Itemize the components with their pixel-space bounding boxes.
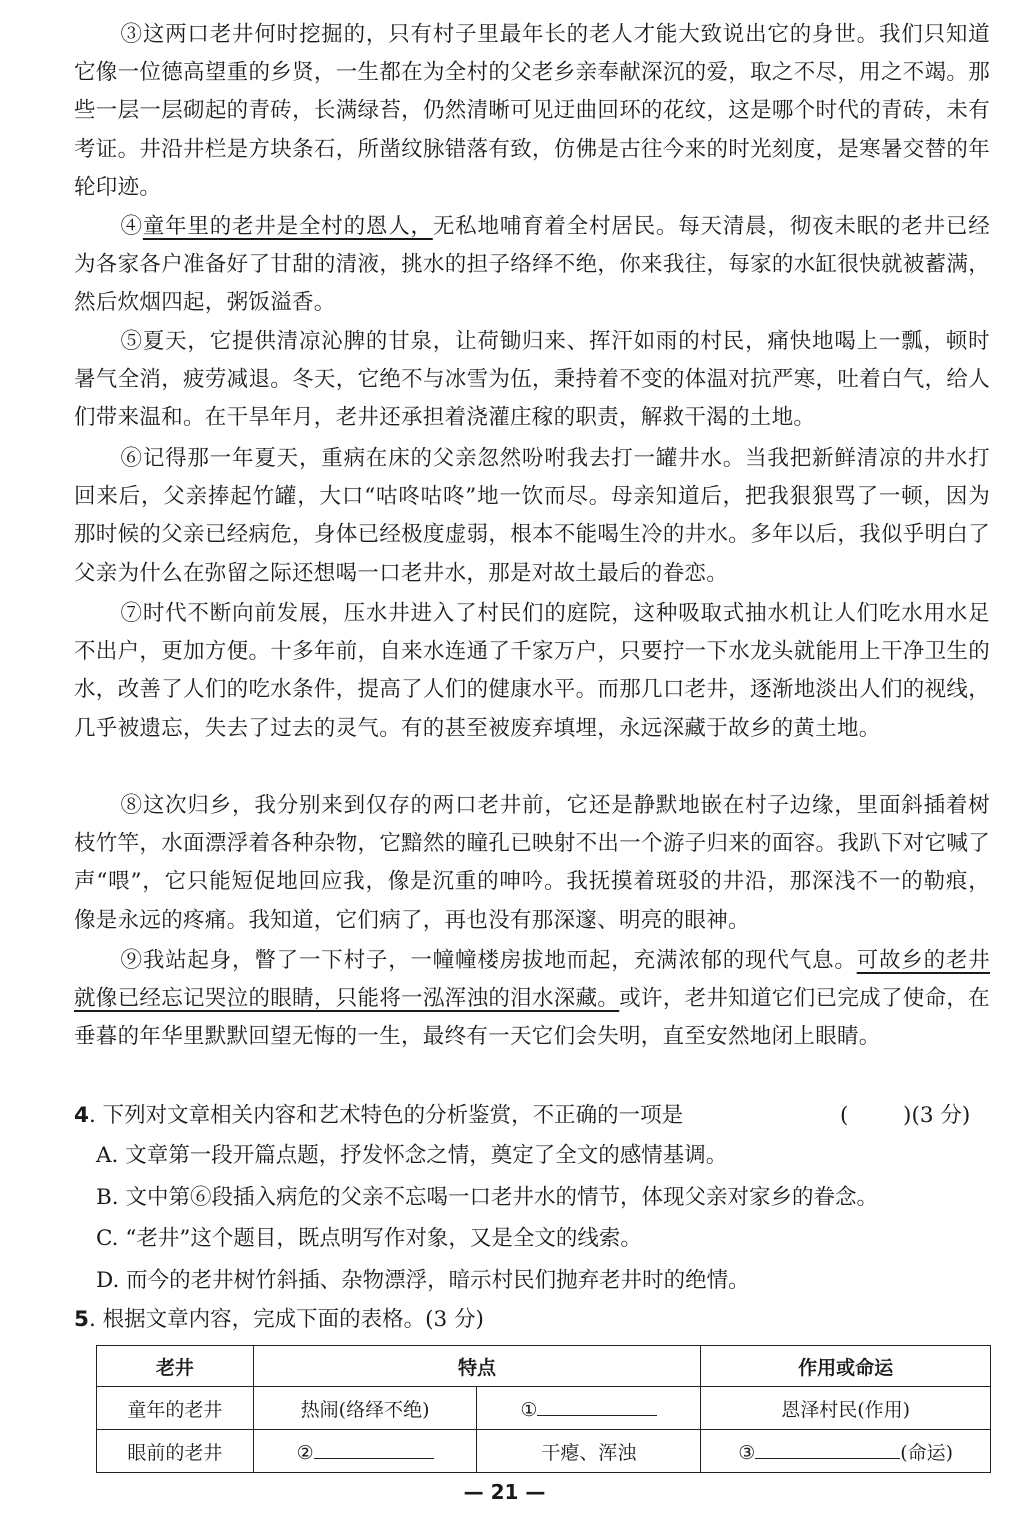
question-4-text: . 下列对文章相关内容和艺术特色的分析鉴赏，不正确的一项是 xyxy=(88,1103,684,1128)
blank-3-marker: ③ xyxy=(738,1441,756,1464)
row2-role xyxy=(701,1430,991,1473)
question-4-option-b[interactable]: B. 文中第⑥段插入病危的父亲不忘喝一口老井水的情节，体现父亲对家乡的眷念。 xyxy=(96,1185,878,1210)
paragraph-4-underlined: 童年里的老井是全村的恩人， xyxy=(142,214,433,239)
header-traits: 特点 xyxy=(253,1346,701,1387)
question-4-option-d[interactable]: D. 而今的老井树竹斜插、杂物漂浮，暗示村民们抛弃老井时的绝情。 xyxy=(96,1268,750,1293)
question-4-option-c[interactable]: C. “老井”这个题目，既点明写作对象，又是全文的线索。 xyxy=(96,1226,642,1251)
paragraph-9-text-start: ⑨我站起身，瞥了一下村子，一幢幢楼房拔地而起，充满浓郁的现代气息。 xyxy=(120,948,857,973)
question-4-option-a[interactable]: A. 文章第一段开篇点题，抒发怀念之情，奠定了全文的感情基调。 xyxy=(96,1143,728,1168)
paragraph-3 xyxy=(74,16,990,207)
header-well: 老井 xyxy=(97,1346,254,1387)
paragraph-4-marker: ④ xyxy=(120,214,143,239)
table-row xyxy=(97,1387,991,1430)
paragraph-5 xyxy=(74,323,990,438)
question-5 xyxy=(74,1301,990,1339)
paragraph-6-text: ⑥记得那一年夏天，重病在床的父亲忽然吩咐我去打一罐井水。当我把新鲜清凉的井水打回来后，父亲捧起竹罐，大口“咕咚咕咚”地一饮而尽。母亲知道后，把我狠狠骂了一顿，因为那时候的父亲已经病危，身体已经极度虚弱，根本不能喝生冷的井水。多年以后，我似乎明白了父亲为什么在弥留之际还想喝一口老井水，那是对故土最后的眷恋。 xyxy=(74,446,990,586)
paragraph-7-text: ⑦时代不断向前发展，压水井进入了村民们的庭院，这种吸取式抽水机让人们吃水用水足不出户，更加方便。十多年前，自来水连通了千家万户，只要拧一下水龙头就能用上干净卫生的水，改善了人们的吃水条件，提高了人们的健康水平。而那几口老井，逐渐地淡出人们的视线，几乎被遗忘，失去了过去的灵气。有的甚至被废弃填埋，永远深藏于故乡的黄土地。 xyxy=(74,601,990,741)
question-4-number: 4 xyxy=(74,1103,89,1128)
row2-label: 眼前的老井 xyxy=(97,1430,254,1473)
page-number: — 21 — xyxy=(463,1480,546,1504)
question-5-text: . 根据文章内容，完成下面的表格。(3 分) xyxy=(88,1307,484,1332)
question-4 xyxy=(74,1097,990,1135)
question-5-number: 5 xyxy=(74,1307,89,1332)
answer-table xyxy=(96,1345,991,1473)
blank-3-suffix: (命运) xyxy=(900,1441,954,1464)
paragraph-9-underlined: 可故乡的老井就像已经忘记哭泣的眼睛，只能将一泓浑浊的泪水深藏。 xyxy=(74,948,990,1012)
paragraph-6 xyxy=(74,440,990,593)
blank-1-input[interactable] xyxy=(537,1395,657,1416)
table-row xyxy=(97,1430,991,1473)
row1-role: 恩泽村民(作用) xyxy=(701,1387,991,1430)
paragraph-7 xyxy=(74,595,990,748)
paragraph-3-text: ③这两口老井何时挖掘的，只有村子里最年长的老人才能大致说出它的身世。我们只知道它像一位德高望重的乡贤，一生都在为全村的父老乡亲奉献深沉的爱，取之不尽，用之不竭。那些一层一层砌起的青砖，长满绿苔，仍然清晰可见迂曲回环的花纹，这是哪个时代的青砖，未有考证。井沿井栏是方块条石，所凿纹脉错落有致，仿佛是古往今来的时光刻度，是寒暑交替的年轮印迹。 xyxy=(74,22,990,200)
table-header-row xyxy=(97,1346,991,1387)
row1-trait-1: 热闹(络绎不绝) xyxy=(253,1387,477,1430)
blank-1-marker: ① xyxy=(520,1399,538,1421)
blank-2-marker: ② xyxy=(296,1442,314,1464)
paragraph-9 xyxy=(74,942,990,1057)
question-4-answer-parenthesis[interactable]: ( )(3 分) xyxy=(840,1103,971,1128)
row2-trait-2: 干瘪、浑浊 xyxy=(477,1430,701,1473)
blank-2-input[interactable] xyxy=(314,1438,434,1459)
paragraph-9-text-rest: 或许，老井知道它们已完成了使命，在垂暮的年华里默默回望无悔的一生，最终有一天它们会失明，直至安然地闭上眼睛。 xyxy=(74,986,990,1050)
paragraph-5-text: ⑤夏天，它提供清凉沁脾的甘泉，让荷锄归来、挥汗如雨的村民，痛快地喝上一瓢，顿时暑气全消，疲劳减退。冬天，它绝不与冰雪为伍，秉持着不变的体温对抗严寒，吐着白气，给人们带来温和。在干旱年月，老井还承担着浇灌庄稼的职责，解救干渴的土地。 xyxy=(74,329,990,431)
paragraph-4-text: 无私地哺育着全村居民。每天清晨，彻夜未眠的老井已经为各家各户准备好了甘甜的清液，挑水的担子络绎不绝，你来我往，每家的水缸很快就被蓄满，然后炊烟四起，粥饭溢香。 xyxy=(74,214,990,316)
blank-3-input[interactable] xyxy=(755,1438,900,1459)
header-role-fate: 作用或命运 xyxy=(701,1346,991,1387)
paragraph-8-text: ⑧这次归乡，我分别来到仅存的两口老井前，它还是静默地嵌在村子边缘，里面斜插着树枝竹竿，水面漂浮着各种杂物，它黯然的瞳孔已映射不出一个游子归来的面容。我趴下对它喊了声“喂”，它只能短促地回应我，像是沉重的呻吟。我抚摸着斑驳的井沿，那深浅不一的勒痕，像是永远的疼痛。我知道，它们病了，再也没有那深邃、明亮的眼神。 xyxy=(74,793,990,933)
paragraph-4 xyxy=(74,208,990,323)
row1-trait-2 xyxy=(477,1387,701,1430)
paragraph-8 xyxy=(74,787,990,940)
row2-trait-1 xyxy=(253,1430,477,1473)
row1-label: 童年的老井 xyxy=(97,1387,254,1430)
